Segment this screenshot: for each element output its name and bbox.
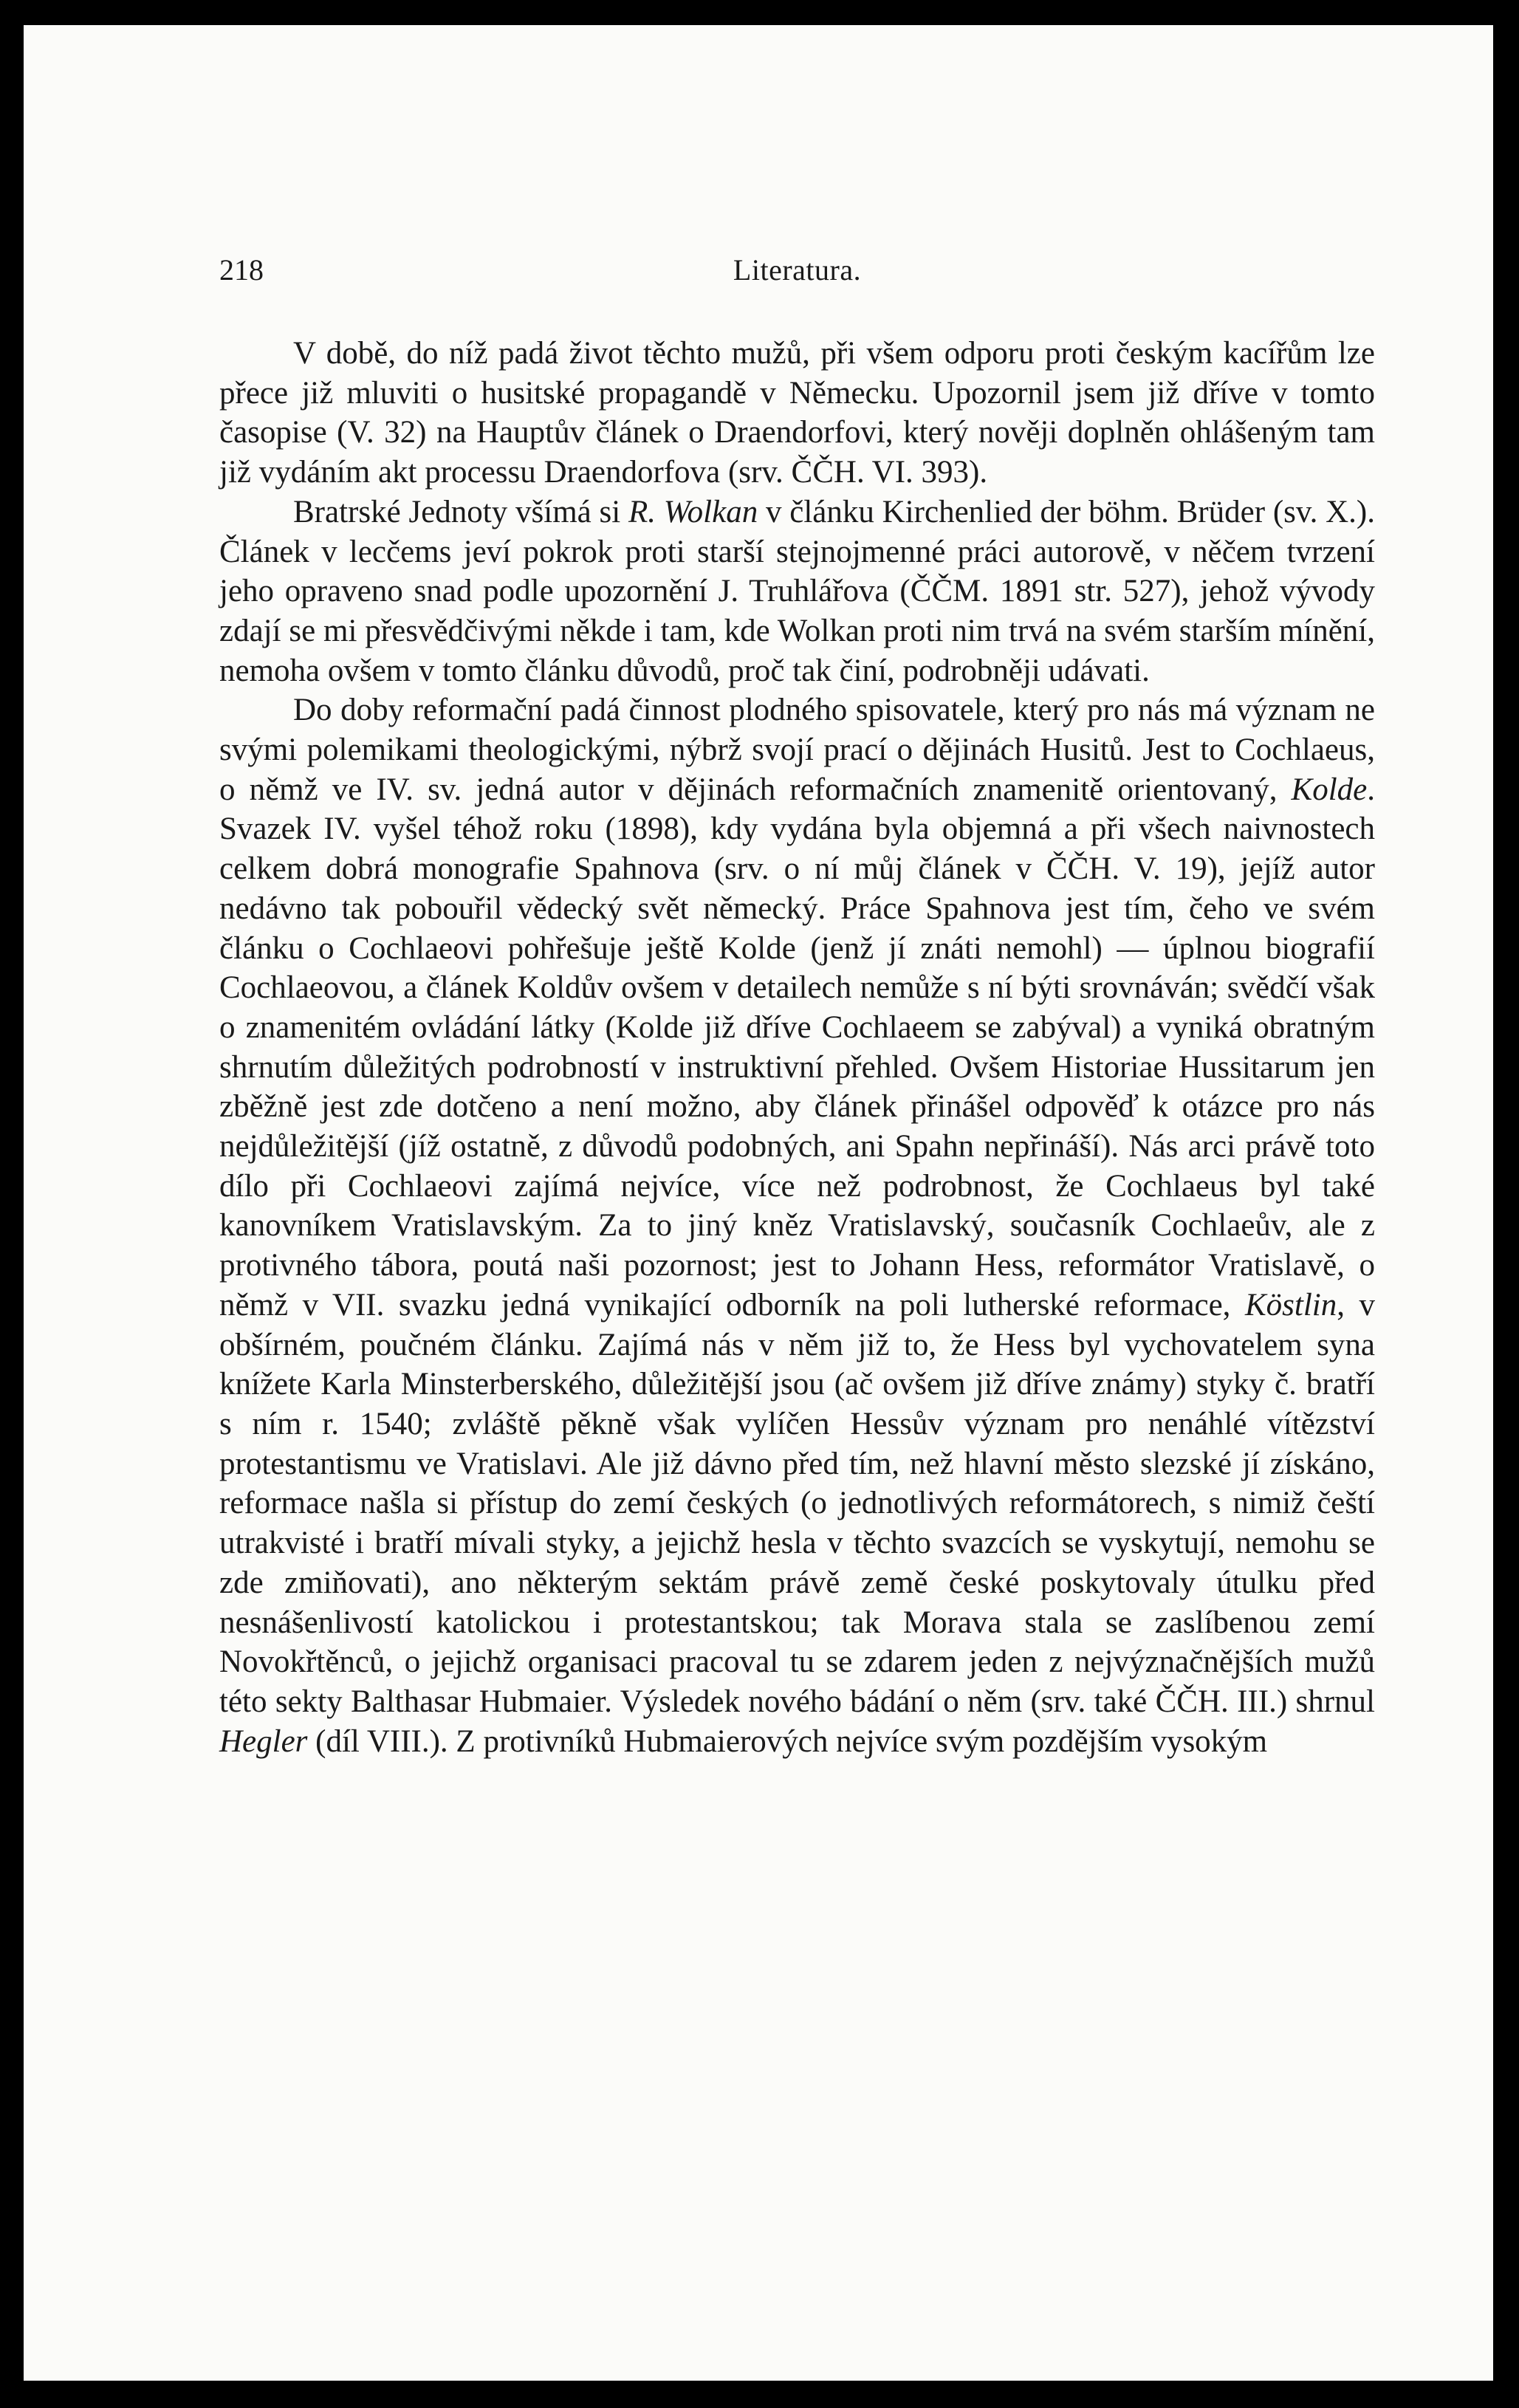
paragraph — [219, 334, 1375, 493]
paragraph-text: (díl VIII.). Z protivníků Hubmaierových nejvíce svým pozdějším vysokým — [307, 1723, 1268, 1759]
running-head — [219, 253, 1375, 294]
author-name-italic: Kolde — [1291, 772, 1368, 807]
running-title: Literatura. — [733, 253, 862, 287]
author-name-italic: R. Wolkan — [628, 494, 758, 529]
body-text — [219, 334, 1375, 1761]
paragraph — [219, 493, 1375, 691]
paragraph-text: , v obšírném, poučném článku. Zajímá nás v něm již to, že Hess byl vychovatelem syna knížete Karla Minsterberského, důležitější jsou (ač ovšem již dříve známy) styky č. bratří s ním r. 1540; zvláště pěkně však vylíčen Hessův význam pro nenáhlé vítězství protestantismu ve Vratislavi. Ale již dávno před tím, než hlavní město slezské jí získáno, reformace našla si přístup do zemí českých (o jednotlivých reformátorech, s nimiž čeští utrakvisté i bratří mívali styky, a jejichž hesla v těchto svazcích se vyskytují, nemohu se zde zmiňovati), ano některým sektám právě země české poskytovaly útulku před nesnášenlivostí katolickou i protestantskou; tak Morava stala se zaslíbenou zemí Novokřtěnců, o jejichž organisaci pracoval tu se zdarem jeden z nejvýznačnějších mužů této sekty Balthasar Hubmaier. Výsledek nového bádání o něm (srv. také ČČH. III.) shrnul — [219, 1287, 1375, 1719]
paragraph-text: V době, do níž padá život těchto mužů, při všem odporu proti českým kacířům lze přece již mluviti o husitské propagandě v Německu. Upozornil jsem již dříve v tomto časopise (V. 32) na Hauptův článek o Draendorfovi, který nověji doplněn ohlášeným tam již vydáním akt processu Draendorfova (srv. ČČH. VI. 393). — [219, 336, 1375, 490]
author-name-italic: Hegler — [219, 1723, 308, 1759]
paragraph-text: Bratrské Jednoty všímá si — [293, 494, 628, 529]
paragraph-text: v článku Kirchenlied der böhm. Brüder (sv. X.). Článek v lecčems jeví pokrok proti starší stejnojmenné práci autorově, v něčem tvrzení jeho opraveno snad podle upozornění J. Truhlářova (ČČM. 1891 str. 527), jehož vývody zdají se mi přesvědčivými někde i tam, kde Wolkan proti nim trvá na svém starším mínění, nemoha ovšem v tomto článku důvodů, proč tak činí, podrobněji udávati. — [219, 494, 1375, 688]
paragraph — [219, 690, 1375, 1761]
book-page — [24, 25, 1493, 2381]
page-number: 218 — [219, 253, 264, 287]
author-name-italic: Köstlin — [1244, 1287, 1337, 1323]
paragraph-text: Do doby reformační padá činnost plodného spisovatele, který pro nás má význam ne svými polemikami theologickými, nýbrž svojí prací o dějinách Husitů. Jest to Cochlaeus, o němž ve IV. sv. jedná autor v dějinách reformačních znamenitě orientovaný, — [219, 693, 1375, 807]
paragraph-text: . Svazek IV. vyšel téhož roku (1898), kdy vydána byla objemná a při všech naivnostech celkem dobrá monografie Spahnova (srv. o ní můj článek v ČČH. V. 19), jejíž autor nedávno tak pobouřil vědecký svět německý. Práce Spahnova jest tím, čeho ve svém článku o Cochlaeovi pohřešuje ještě Kolde (jenž jí znáti nemohl) — úplnou biografií Cochlaeovou, a článek Koldův ovšem v detailech nemůže s ní býti srovnáván; svědčí však o znamenitém ovládání látky (Kolde již dříve Cochlaeem se zabýval) a vyniká obratným shrnutím důležitých podrobností v instruktivní přehled. Ovšem Historiae Hussitarum jen zběžně jest zde dotčeno a není možno, aby článek přinášel odpověď k otázce pro nás nejdůležitější (jíž ostatně, z důvodů podobných, ani Spahn nepřináší). Nás arci právě toto dílo při Cochlaeovi zajímá nejvíce, více než podrobnost, že Cochlaeus byl také kanovníkem Vratislavským. Za to jiný kněz Vratislavský, současník Cochlaeův, ale z protivného tábora, poutá naši pozornost; jest to Johann Hess, reformátor Vratislavě, o němž v VII. svazku jedná vynikající odborník na poli lutherské reformace, — [219, 772, 1375, 1323]
